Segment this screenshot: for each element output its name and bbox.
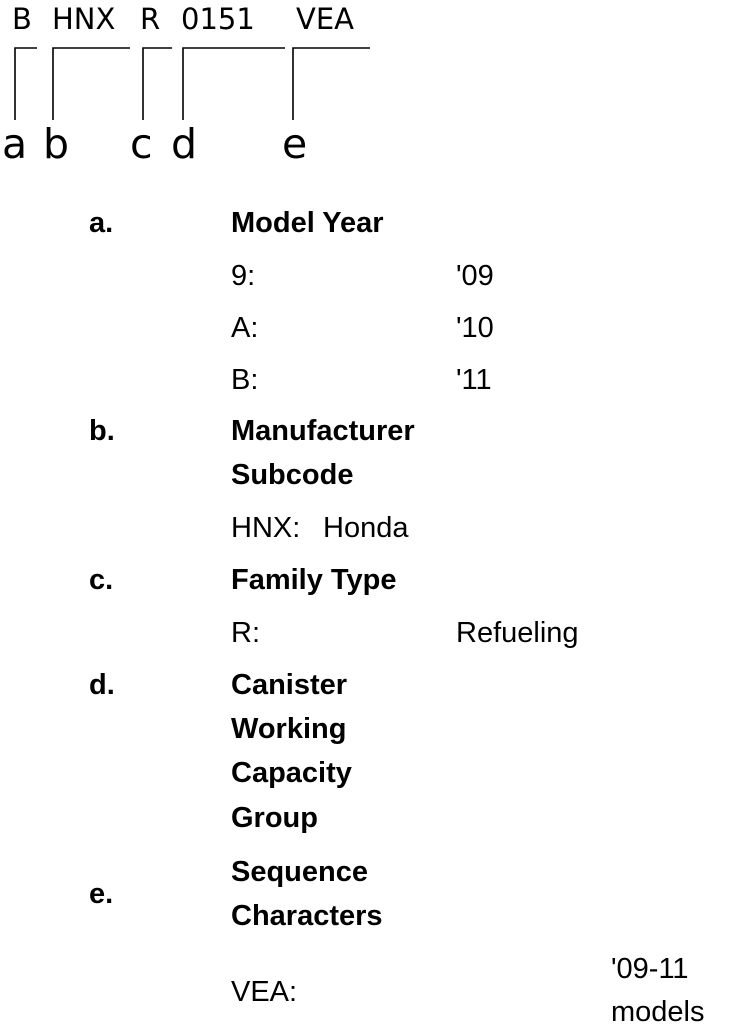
legend-letter-e: e. [89, 878, 114, 910]
code-segment-e: VEA [296, 2, 354, 36]
legend-value: '11 [456, 364, 492, 396]
legend-value-line: '09-11 [611, 953, 689, 985]
legend-letter-a: a. [89, 207, 114, 239]
leader-line-b [53, 48, 130, 120]
legend-key: B: [231, 364, 259, 396]
legend-key: R: [231, 617, 260, 649]
legend-letter-d: d. [89, 669, 115, 701]
code-segment-d: 0151 [181, 2, 255, 36]
code-letter-b: b [43, 120, 70, 168]
leader-line-d [183, 48, 285, 120]
legend-title-b-line: Subcode [231, 459, 354, 491]
code-segment-b: HNX [52, 2, 116, 36]
code-letter-c: c [130, 120, 153, 168]
code-letter-d: d [171, 120, 198, 168]
code-letter-a: a [2, 120, 28, 168]
legend-value: '10 [456, 312, 494, 344]
legend-title-c: Family Type [231, 564, 397, 596]
code-letter-e: e [282, 120, 308, 168]
legend-key: VEA: [231, 976, 298, 1008]
legend-title-b-line: Manufacturer [231, 415, 415, 447]
legend-title-e-line: Characters [231, 900, 383, 932]
legend-title-d-line: Capacity [231, 757, 352, 789]
legend-title-e-line: Sequence [231, 856, 368, 888]
legend-title-d-line: Group [231, 802, 318, 834]
legend-letter-b: b. [89, 415, 115, 447]
legend-value: Honda [323, 512, 409, 544]
legend-title-a: Model Year [231, 207, 384, 239]
legend-key: A: [231, 312, 259, 344]
code-segment-a: B [12, 2, 32, 36]
leader-line-a [15, 48, 37, 120]
legend-letter-c: c. [89, 564, 114, 596]
leader-line-e [293, 48, 370, 120]
legend-title-d-line: Working [231, 713, 347, 745]
legend-key: HNX: [231, 512, 301, 544]
code-diagram [0, 0, 400, 175]
legend-value: Refueling [456, 617, 579, 649]
legend-key: 9: [231, 260, 256, 292]
legend-value: '09 [456, 260, 494, 292]
leader-line-c [143, 48, 172, 120]
code-segment-c: R [140, 2, 161, 36]
legend-title-d-line: Canister [231, 669, 348, 701]
legend-value-line: models [611, 996, 705, 1028]
